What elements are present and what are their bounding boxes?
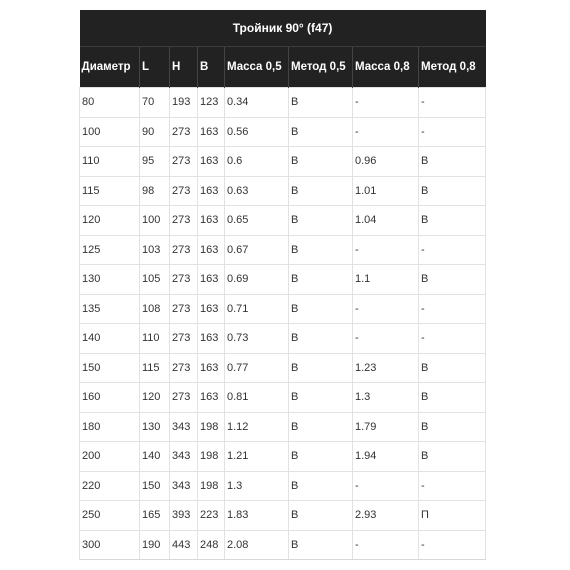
cell-l: 90 [140, 117, 170, 147]
cell-method-08: B [419, 383, 486, 413]
cell-mass-05: 0.71 [225, 294, 289, 324]
cell-method-08: - [419, 117, 486, 147]
table-row [80, 147, 486, 177]
cell-method-08: - [419, 530, 486, 560]
cell-mass-05: 0.73 [225, 324, 289, 354]
cell-diameter: 110 [80, 147, 140, 177]
cell-l: 70 [140, 88, 170, 118]
cell-h: 393 [170, 501, 198, 531]
cell-method-08: П [419, 501, 486, 531]
cell-mass-08: 1.3 [353, 383, 419, 413]
cell-mass-08: - [353, 471, 419, 501]
cell-l: 98 [140, 176, 170, 206]
cell-l: 120 [140, 383, 170, 413]
cell-method-08: - [419, 471, 486, 501]
table-row [80, 324, 486, 354]
cell-h: 273 [170, 147, 198, 177]
cell-l: 165 [140, 501, 170, 531]
spec-table [79, 10, 486, 560]
table-row [80, 501, 486, 531]
cell-method-05: B [289, 442, 353, 472]
cell-b: 163 [198, 324, 225, 354]
cell-diameter: 250 [80, 501, 140, 531]
cell-method-08: - [419, 88, 486, 118]
cell-mass-08: 1.79 [353, 412, 419, 442]
cell-method-08: B [419, 353, 486, 383]
cell-h: 273 [170, 235, 198, 265]
cell-b: 163 [198, 117, 225, 147]
cell-h: 273 [170, 176, 198, 206]
cell-l: 115 [140, 353, 170, 383]
cell-method-08: - [419, 324, 486, 354]
cell-b: 223 [198, 501, 225, 531]
cell-diameter: 180 [80, 412, 140, 442]
cell-method-05: B [289, 88, 353, 118]
cell-mass-05: 1.12 [225, 412, 289, 442]
cell-l: 110 [140, 324, 170, 354]
table-row [80, 176, 486, 206]
header-mass-05: Масса 0,5 [225, 47, 289, 88]
cell-l: 105 [140, 265, 170, 295]
cell-method-08: B [419, 176, 486, 206]
table-row [80, 206, 486, 236]
cell-method-08: B [419, 147, 486, 177]
cell-h: 343 [170, 412, 198, 442]
cell-mass-08: 1.94 [353, 442, 419, 472]
cell-method-05: B [289, 206, 353, 236]
cell-diameter: 115 [80, 176, 140, 206]
cell-h: 273 [170, 324, 198, 354]
header-method-08: Метод 0,8 [419, 47, 486, 88]
cell-method-08: - [419, 294, 486, 324]
cell-mass-08: 2.93 [353, 501, 419, 531]
table-body [80, 88, 486, 560]
cell-diameter: 150 [80, 353, 140, 383]
cell-l: 150 [140, 471, 170, 501]
table-row [80, 471, 486, 501]
cell-h: 193 [170, 88, 198, 118]
cell-l: 100 [140, 206, 170, 236]
cell-method-05: B [289, 471, 353, 501]
cell-method-05: B [289, 265, 353, 295]
cell-h: 273 [170, 206, 198, 236]
cell-h: 343 [170, 471, 198, 501]
cell-method-05: B [289, 235, 353, 265]
cell-mass-05: 0.81 [225, 383, 289, 413]
spec-table-container [79, 10, 485, 560]
cell-method-08: B [419, 265, 486, 295]
cell-b: 163 [198, 353, 225, 383]
table-title: Тройник 90° (f47) [80, 10, 486, 47]
cell-mass-05: 0.77 [225, 353, 289, 383]
cell-h: 273 [170, 383, 198, 413]
table-row [80, 353, 486, 383]
cell-mass-05: 1.21 [225, 442, 289, 472]
cell-method-08: - [419, 235, 486, 265]
cell-mass-05: 0.67 [225, 235, 289, 265]
table-row [80, 88, 486, 118]
cell-b: 248 [198, 530, 225, 560]
cell-method-08: B [419, 412, 486, 442]
cell-diameter: 80 [80, 88, 140, 118]
cell-h: 273 [170, 294, 198, 324]
cell-method-08: B [419, 206, 486, 236]
cell-mass-08: 0.96 [353, 147, 419, 177]
cell-mass-08: 1.01 [353, 176, 419, 206]
header-diameter: Диаметр [80, 47, 140, 88]
cell-method-05: B [289, 383, 353, 413]
cell-mass-05: 0.63 [225, 176, 289, 206]
cell-mass-08: 1.1 [353, 265, 419, 295]
cell-mass-05: 0.6 [225, 147, 289, 177]
cell-diameter: 120 [80, 206, 140, 236]
cell-mass-05: 1.3 [225, 471, 289, 501]
cell-h: 273 [170, 117, 198, 147]
cell-diameter: 100 [80, 117, 140, 147]
cell-b: 163 [198, 206, 225, 236]
cell-method-05: B [289, 324, 353, 354]
cell-mass-08: - [353, 294, 419, 324]
header-mass-08: Масса 0,8 [353, 47, 419, 88]
table-title-row [80, 10, 486, 47]
cell-diameter: 135 [80, 294, 140, 324]
cell-method-05: B [289, 176, 353, 206]
cell-l: 130 [140, 412, 170, 442]
table-row [80, 383, 486, 413]
cell-method-05: B [289, 501, 353, 531]
cell-diameter: 130 [80, 265, 140, 295]
cell-l: 95 [140, 147, 170, 177]
cell-mass-08: - [353, 88, 419, 118]
header-h: H [170, 47, 198, 88]
cell-mass-08: 1.04 [353, 206, 419, 236]
cell-mass-05: 0.65 [225, 206, 289, 236]
table-row [80, 235, 486, 265]
cell-mass-05: 0.56 [225, 117, 289, 147]
cell-b: 163 [198, 294, 225, 324]
cell-diameter: 220 [80, 471, 140, 501]
cell-b: 198 [198, 442, 225, 472]
cell-l: 140 [140, 442, 170, 472]
cell-h: 273 [170, 265, 198, 295]
cell-b: 163 [198, 147, 225, 177]
table-row [80, 530, 486, 560]
header-method-05: Метод 0,5 [289, 47, 353, 88]
cell-mass-05: 0.69 [225, 265, 289, 295]
cell-method-05: B [289, 353, 353, 383]
cell-mass-08: - [353, 324, 419, 354]
cell-b: 163 [198, 383, 225, 413]
cell-l: 108 [140, 294, 170, 324]
cell-method-05: B [289, 117, 353, 147]
cell-mass-08: 1.23 [353, 353, 419, 383]
cell-h: 273 [170, 353, 198, 383]
cell-b: 123 [198, 88, 225, 118]
cell-b: 163 [198, 265, 225, 295]
cell-method-05: B [289, 412, 353, 442]
table-header-row [80, 47, 486, 88]
cell-mass-05: 0.34 [225, 88, 289, 118]
cell-method-05: B [289, 147, 353, 177]
cell-method-08: B [419, 442, 486, 472]
cell-method-05: B [289, 530, 353, 560]
cell-b: 163 [198, 176, 225, 206]
table-row [80, 117, 486, 147]
cell-diameter: 200 [80, 442, 140, 472]
cell-b: 198 [198, 471, 225, 501]
table-row [80, 412, 486, 442]
cell-mass-08: - [353, 530, 419, 560]
cell-diameter: 125 [80, 235, 140, 265]
cell-mass-05: 2.08 [225, 530, 289, 560]
cell-mass-08: - [353, 117, 419, 147]
cell-diameter: 140 [80, 324, 140, 354]
cell-method-05: B [289, 294, 353, 324]
table-row [80, 294, 486, 324]
cell-l: 190 [140, 530, 170, 560]
table-row [80, 442, 486, 472]
table-row [80, 265, 486, 295]
cell-diameter: 160 [80, 383, 140, 413]
cell-diameter: 300 [80, 530, 140, 560]
cell-h: 443 [170, 530, 198, 560]
cell-mass-08: - [353, 235, 419, 265]
header-l: L [140, 47, 170, 88]
header-b: B [198, 47, 225, 88]
cell-b: 198 [198, 412, 225, 442]
cell-h: 343 [170, 442, 198, 472]
cell-l: 103 [140, 235, 170, 265]
cell-b: 163 [198, 235, 225, 265]
cell-mass-05: 1.83 [225, 501, 289, 531]
